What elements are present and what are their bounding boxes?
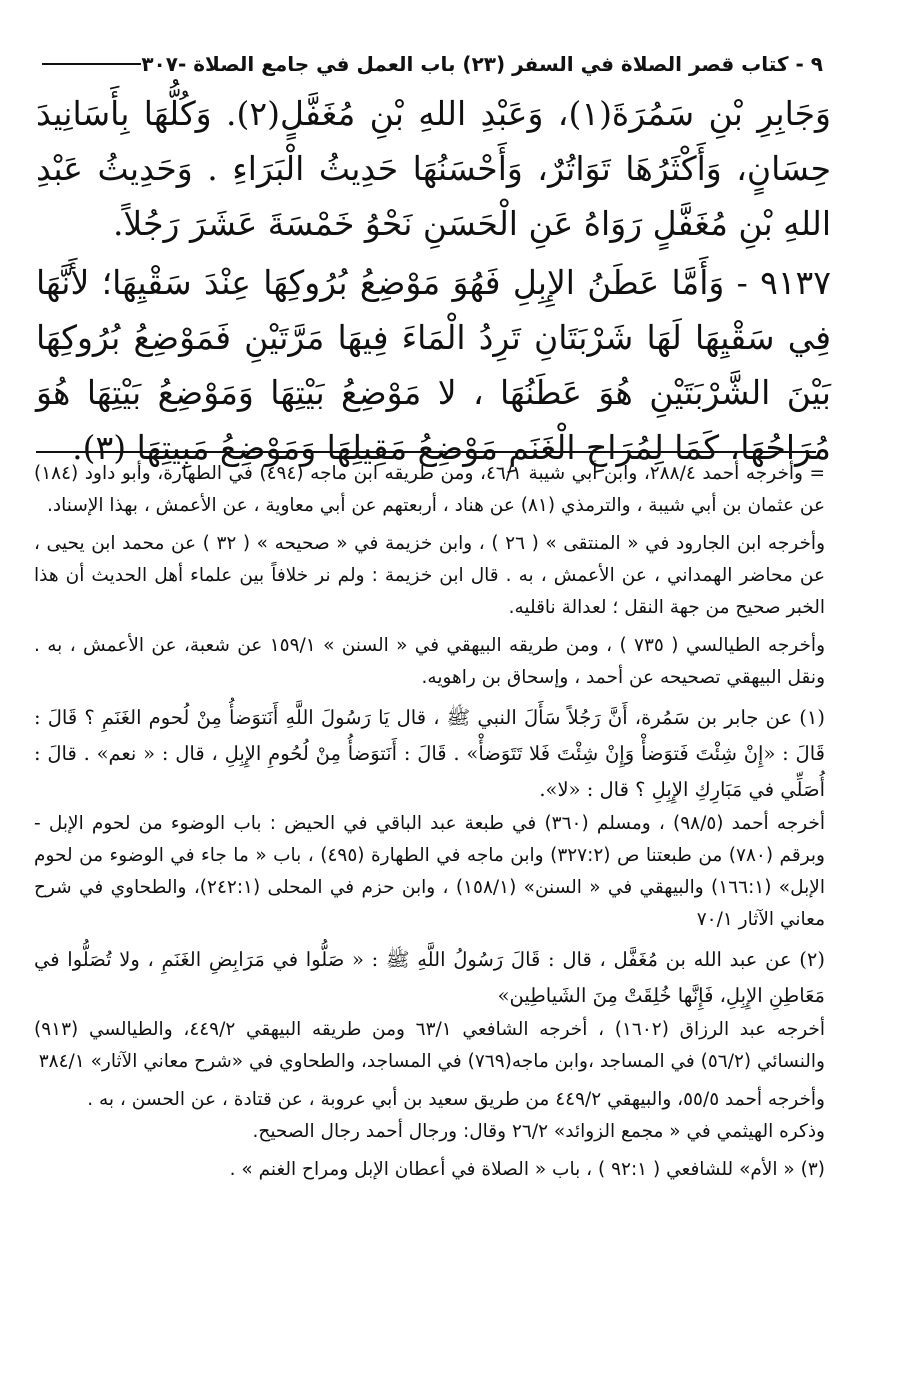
footnote-paragraph: وذكره الهيثمي في « مجمع الزوائد» ٢٦/٢ وقال: ورجال أحمد رجال الصحيح. (252, 1121, 825, 1142)
footnote-paragraph: وأخرجه أحمد ٥٥/٥، والبيهقي ٤٤٩/٢ من طريق سعيد بن أبي عروبة ، عن قتادة ، عن الحسن ، به . (87, 1089, 825, 1110)
header-title: ٩ - كتاب قصر الصلاة في السفر (٢٣) باب العمل في جامع الصلاة -٣٠٧ (141, 52, 823, 76)
footnote-2: (٢) عن عبد الله بن مُغَفَّل ، قال : قَالَ رَسُولُ اللَّهِ ﷺ : « صَلُّوا في مَرَابِضِ الغَنَمِ ، ولا تُصَلُّوا في مَعَاطِنِ الإِبِلِ، فَإِنَّها خُلِقَتْ مِنَ الشَياطِين» (34, 948, 825, 1007)
footnotes (34, 458, 825, 1186)
running-header (28, 44, 823, 84)
header-rule (42, 63, 141, 65)
footnote-paragraph: أخرجه عبد الرزاق (١٦٠٢) ، أخرجه الشافعي ٦٣/١ ومن طريقه البيهقي ٤٤٩/٢، والطيالسي (٩١٣) والنسائي (٥٦/٢) في المساجد ،وابن ماجه(٧٦٩) في المساجد، والطحاوي في «شرح معاني الآثار» ٣٨٤/١ (34, 1019, 825, 1072)
main-paragraph-2: ٩١٣٧ - وَأَمَّا عَطَنُ الإِبِلِ فَهُوَ مَوْضِعُ بُرُوكِهَا عِنْدَ سَقْيِهَا؛ لأَنَّهَا فِي سَقْيِهَا لَهَا شَرْبَتَانِ تَرِدُ الْمَاءَ فِيهَا مَرَّتَيْنِ فَمَوْضِعُ بُرُوكِهَا بَيْنَ الشَّرْبَتَيْنِ هُوَ عَطَنُهَا ، لا مَوْضِعُ بَيْتِهَا وَمَوْضِعُ بَيْتِهَا هُوَ مُرَاحُهَا، كَمَا لِمُرَاحِ الْغَنَمِ مَوْضِعُ مَقِيلِهَا وَمَوْضِعُ مَبِيتِهَا (٣). (36, 263, 831, 467)
footnote-1: (١) عن جابر بن سَمُرة، أَنَّ رَجُلاً سَأَلَ النبي ﷺ ، قال يَا رَسُولَ اللَّهِ أَنَتوَضأُ مِنْ لُحوم الغَنَمِ ؟ قَالَ : قَالَ : «إِنْ شِئْتَ فَتوَضأْ وَإِنْ شِئْتَ فَلا تَتَوَضأْ» . قَالَ : أَنَتوَضأُ مِنْ لُحُومِ الإِبِلِ ، قال : « نعم» . قالَ : أُصَلِّي في مَبَارِكِ الإِبِلِ ؟ قال : «لا». (34, 706, 825, 801)
main-text (36, 86, 831, 475)
footnote-continued: = وأخرجه أحمد ٢٨٨/٤، وابن أبي شيبة ٤٦/١، ومن طريقه ابن ماجه (٤٩٤) في الطهارة، وأبو داود (١٨٤) عن عثمان بن أبي شيبة ، والترمذي (٨١) عن هناد ، أربعتهم عن أبي معاوية ، عن الأعمش ، بهذا الإسناد. (34, 463, 826, 516)
footnote-paragraph: وأخرجه ابن الجارود في « المنتقى » ( ٢٦ ) ، وابن خزيمة في « صحيحه » ( ٣٢ ) عن محمد ابن يحيى ، عن محاضر الهمداني ، عن الأعمش ، به . قال ابن خزيمة : ولم نر خلافاً بين علماء أهل الحديث أن هذا الخبر صحيح من جهة النقل ؛ لعدالة ناقليه. (34, 533, 826, 618)
footnote-paragraph: وأخرجه الطيالسي ( ٧٣٥ ) ، ومن طريقه البيهقي في « السنن » ١٥٩/١ عن شعبة، عن الأعمش ، به . ونقل البيهقي تصحيحه عن أحمد ، وإسحاق بن راهويه. (34, 635, 826, 688)
footnote-3: (٣) « الأم» للشافعي ( ٩٢:١ ) ، باب « الصلاة في أعطان الإبل ومراح الغنم » . (229, 1159, 825, 1180)
footnote-divider (36, 451, 816, 453)
main-paragraph-1: وَجَابِرِ بْنِ سَمُرَةَ(١)، وَعَبْدِ اللهِ بْنِ مُغَفَّلٍ(٢). وَكُلُّهَا بِأَسَانِيدَ حِسَانٍ، وَأَكْثَرُهَا تَوَاتُرٌ، وَأَحْسَنُهَا حَدِيثُ الْبَرَاءِ . وَحَدِيثُ عَبْدِ اللهِ بْنِ مُغَفَّلٍ رَوَاهُ عَنِ الْحَسَنِ نَحْوُ خَمْسَةَ عَشَرَ رَجُلاً. (36, 94, 831, 243)
footnote-paragraph: أخرجه أحمد (٩٨/٥) ، ومسلم (٣٦٠) في طبعة عبد الباقي في الحيض : باب الوضوء من لحوم الإبل - وبرقم (٧٨٠) من طبعتنا ص (٣٢٧:٢) وابن ماجه في الطهارة (٤٩٥) ، باب « ما جاء في الوضوء من لحوم الإبل» (١٦٦:١) والبيهقي في « السنن» (١٥٨/١) ، وابن حزم في المحلى (٢٤٢:١)، والطحاوي في شرح معاني الآثار ٧٠/١ (34, 813, 825, 930)
